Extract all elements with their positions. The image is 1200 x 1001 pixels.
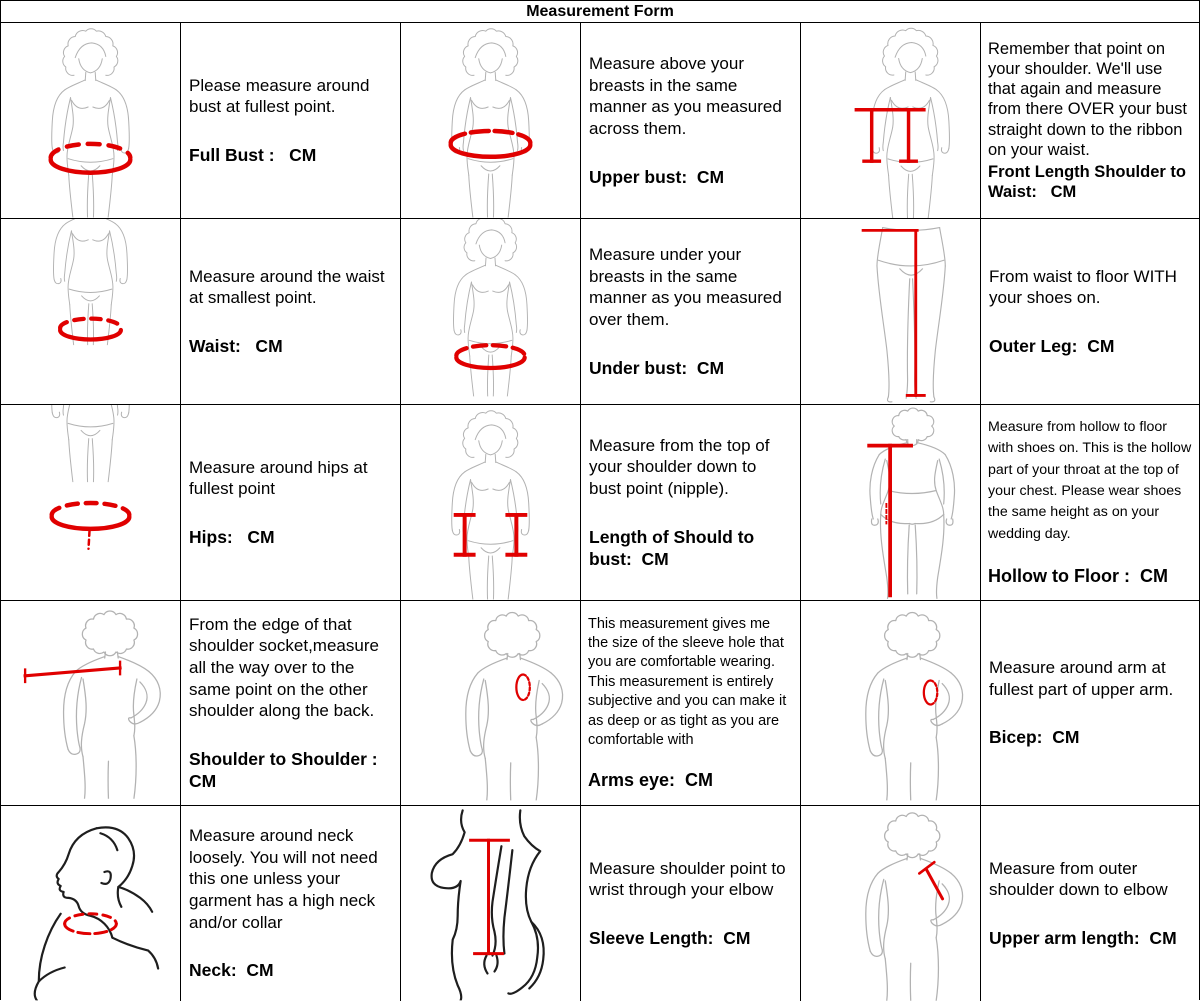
cell-bicep-figure xyxy=(801,601,981,806)
cell-arms-eye-text xyxy=(581,601,801,806)
cell-shoulder-to-bust-text xyxy=(581,405,801,601)
outer-leg-description: From waist to floor WITH your shoes on. xyxy=(989,266,1182,308)
under-bust-description: Measure under your breasts in the same manner as you measured over them. xyxy=(589,245,787,329)
hips-description: Measure around hips at fullest point xyxy=(189,457,373,499)
cell-outer-leg-text xyxy=(981,219,1199,405)
hips-figure-illustration xyxy=(1,405,180,600)
hollow-to-floor-figure-illustration xyxy=(801,405,980,600)
neck-description: Measure around neck loosely. You will not need this one unless your garment has a high neck and/or collar xyxy=(189,826,383,932)
cell-front-length-figure xyxy=(801,23,981,219)
upper-arm-length-label: Upper arm length: CM xyxy=(989,927,1177,948)
upper-arm-length-figure-illustration xyxy=(801,806,980,1001)
cell-hollow-to-floor-figure xyxy=(801,405,981,601)
cell-upper-bust-figure xyxy=(401,23,581,219)
sleeve-length-description: Measure shoulder point to wrist through your elbow xyxy=(589,858,791,900)
front-length-label: Front Length Shoulder to Waist: CM xyxy=(988,162,1191,201)
hips-label: Hips: CM xyxy=(189,526,275,547)
under-bust-label: Under bust: CM xyxy=(589,357,725,378)
cell-upper-arm-length-text xyxy=(981,806,1199,1001)
cell-shoulder-to-shoulder-text xyxy=(181,601,401,806)
upper-bust-label: Upper bust: CM xyxy=(589,166,725,187)
cell-hips-figure xyxy=(1,405,181,601)
shoulder-to-shoulder-description: From the edge of that shoulder socket,measure all the way over to the same point on the other shoulder along the back. xyxy=(189,614,384,721)
shoulder-to-bust-label: Length of Should to bust: CM xyxy=(589,526,760,569)
cell-waist-figure xyxy=(1,219,181,405)
shoulder-to-shoulder-label: Shoulder to Shoulder : CM xyxy=(189,748,383,791)
hollow-to-floor-label: Hollow to Floor : CM xyxy=(988,565,1168,586)
front-length-description: Remember that point on your shoulder. We'll use that again and measure from there OVER your bust straight down to the ribbon on your waist. xyxy=(988,40,1192,159)
waist-description: Measure around the waist at smallest point. xyxy=(189,266,390,308)
shoulder-to-shoulder-figure-illustration xyxy=(1,601,180,805)
measurement-table xyxy=(1,23,1199,1001)
cell-hollow-to-floor-text xyxy=(981,405,1199,601)
shoulder-to-bust-figure-illustration xyxy=(401,405,580,600)
waist-label: Waist: CM xyxy=(189,335,283,356)
full-bust-figure-illustration xyxy=(1,23,180,218)
arms-eye-label: Arms eye: CM xyxy=(588,769,714,790)
sleeve-length-label: Sleeve Length: CM xyxy=(589,927,751,948)
bicep-label: Bicep: CM xyxy=(989,727,1080,748)
cell-upper-bust-text xyxy=(581,23,801,219)
arms-eye-description: This measurement gives me the size of the sleeve hole that you are comfortable wearing. This measurement is entirely subjective and you can make it as deep or as tight as you are comfortable with xyxy=(588,615,791,749)
cell-sleeve-length-text xyxy=(581,806,801,1001)
upper-arm-length-description: Measure from outer shoulder down to elbow xyxy=(989,858,1168,900)
cell-full-bust-figure xyxy=(1,23,181,219)
cell-outer-leg-figure xyxy=(801,219,981,405)
cell-neck-text xyxy=(181,806,401,1001)
under-bust-figure-illustration xyxy=(401,219,580,404)
cell-upper-arm-length-figure xyxy=(801,806,981,1001)
shoulder-to-bust-description: Measure from the top of your shoulder down to bust point (nipple). xyxy=(589,435,775,499)
cell-sleeve-length-figure xyxy=(401,806,581,1001)
outer-leg-label: Outer Leg: CM xyxy=(989,335,1115,356)
hollow-to-floor-description: Measure from hollow to floor with shoes on. This is the hollow part of your throat at the top of your chest. Please wear shoes the same height as on your wedding day. xyxy=(988,419,1196,542)
full-bust-description: Please measure around bust at fullest point. xyxy=(189,75,375,117)
cell-neck-figure xyxy=(1,806,181,1001)
cell-hips-text xyxy=(181,405,401,601)
cell-shoulder-to-shoulder-figure xyxy=(1,601,181,806)
neck-label: Neck: CM xyxy=(189,960,274,981)
cell-arms-eye-figure xyxy=(401,601,581,806)
full-bust-label: Full Bust : CM xyxy=(189,144,317,165)
arms-eye-figure-illustration xyxy=(401,601,580,805)
cell-under-bust-figure xyxy=(401,219,581,405)
neck-figure-illustration xyxy=(1,806,180,1001)
cell-front-length-text xyxy=(981,23,1199,219)
cell-shoulder-to-bust-figure xyxy=(401,405,581,601)
bicep-description: Measure around arm at fullest part of upper arm. xyxy=(989,658,1174,699)
cell-full-bust-text xyxy=(181,23,401,219)
waist-figure-illustration xyxy=(1,219,180,404)
front-length-figure-illustration xyxy=(801,23,980,218)
cell-under-bust-text xyxy=(581,219,801,405)
sleeve-length-figure-illustration xyxy=(401,806,580,1001)
cell-bicep-text xyxy=(981,601,1199,806)
upper-bust-description: Measure above your breasts in the same manner as you measured across them. xyxy=(589,54,787,138)
form-title: Measurement Form xyxy=(1,1,1199,23)
bicep-figure-illustration xyxy=(801,601,980,805)
outer-leg-figure-illustration xyxy=(801,219,980,404)
cell-waist-text xyxy=(181,219,401,405)
upper-bust-figure-illustration xyxy=(401,23,580,218)
